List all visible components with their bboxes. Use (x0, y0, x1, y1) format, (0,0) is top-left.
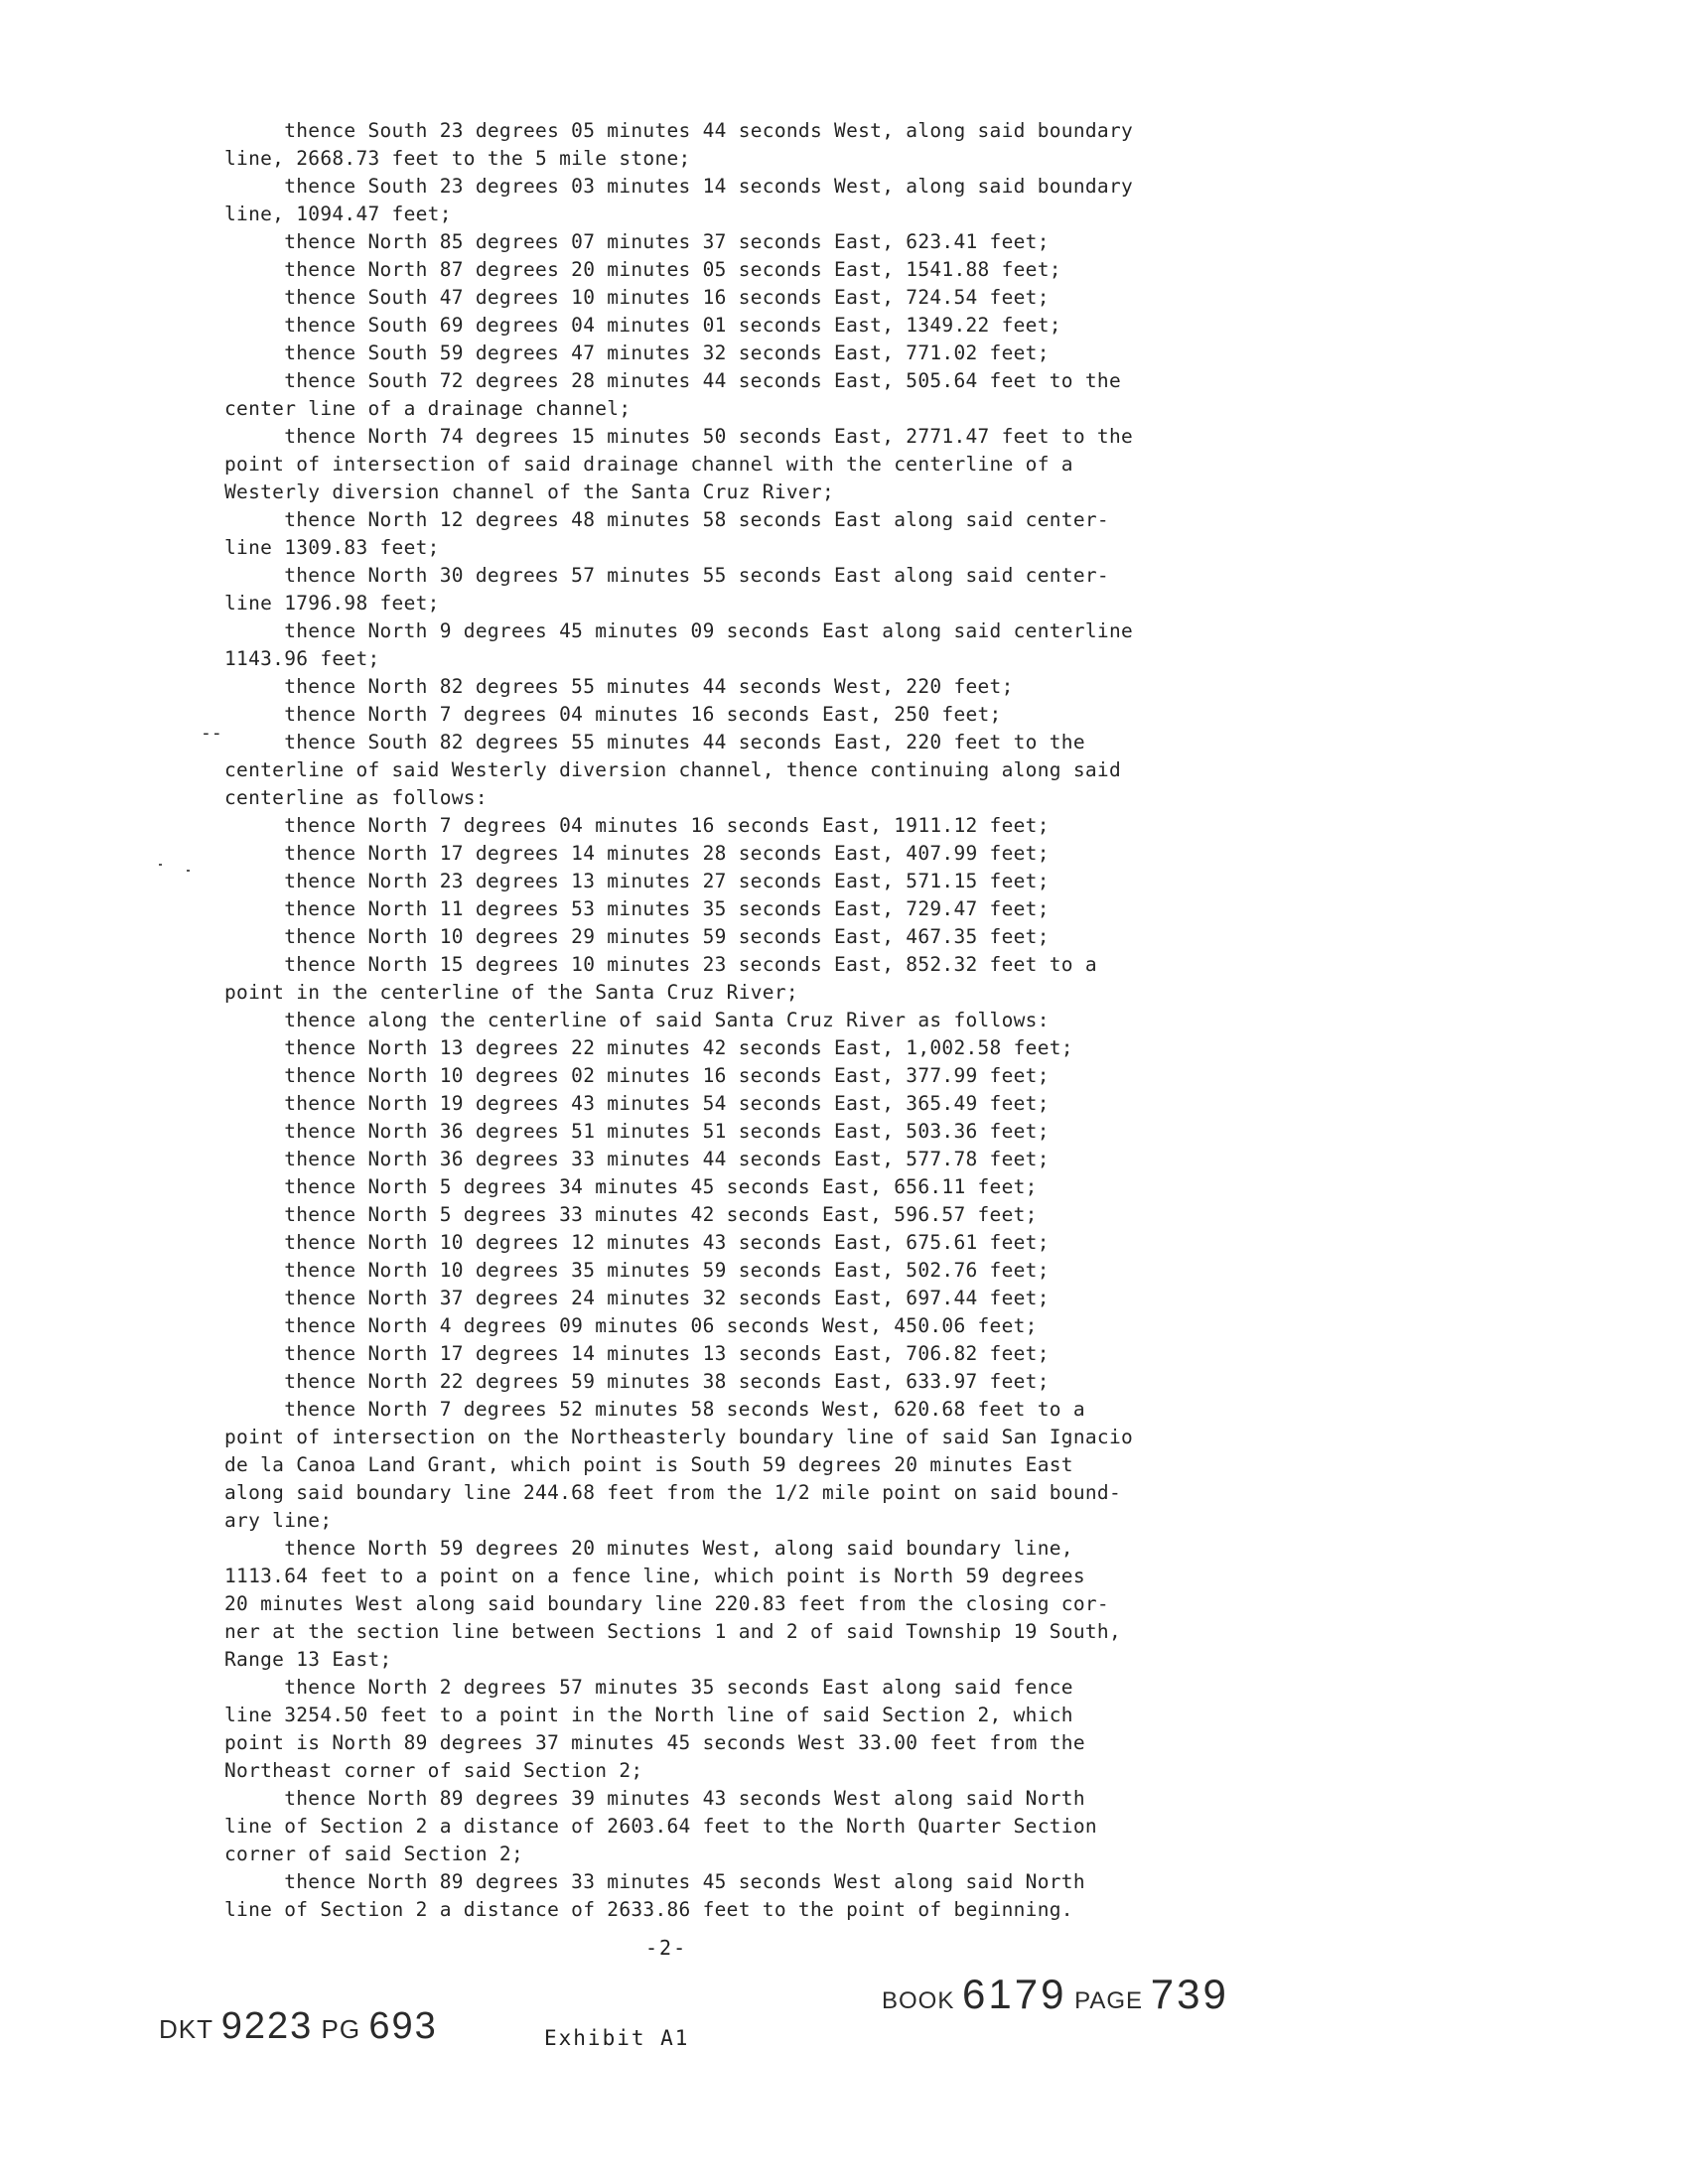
stamp-left-page: 693 (368, 2005, 438, 2047)
description-line: thence North 4 degrees 09 minutes 06 seconds West, 450.06 feet; (224, 1314, 1038, 1337)
description-line: thence North 89 degrees 33 minutes 45 seconds West along said North (224, 1870, 1085, 1893)
description-line: line of Section 2 a distance of 2603.64 feet to the North Quarter Section (224, 1815, 1097, 1838)
description-line: thence South 82 degrees 55 minutes 44 seconds East, 220 feet to the (224, 731, 1085, 753)
page-number: -2- (645, 1936, 688, 1960)
description-line: thence South 47 degrees 10 minutes 16 seconds East, 724.54 feet; (224, 286, 1050, 309)
description-line: ner at the section line between Sections 1 and 2 of said Township 19 South, (224, 1620, 1121, 1643)
description-line: thence North 7 degrees 52 minutes 58 seconds West, 620.68 feet to a (224, 1398, 1085, 1421)
description-line: 1143.96 feet; (224, 647, 380, 670)
legal-description-body (224, 117, 1317, 1924)
description-line: thence North 13 degrees 22 minutes 42 seconds East, 1,002.58 feet; (224, 1036, 1073, 1059)
description-line: thence North 15 degrees 10 minutes 23 seconds East, 852.32 feet to a (224, 953, 1097, 976)
recording-stamp-right (882, 1971, 1229, 2018)
description-line: point is North 89 degrees 37 minutes 45 seconds West 33.00 feet from the (224, 1731, 1085, 1754)
exhibit-label: Exhibit A1 (544, 2026, 690, 2050)
stamp-right-book: 6179 (962, 1971, 1067, 2017)
description-line: point of intersection of said drainage channel with the centerline of a (224, 453, 1073, 476)
description-line: thence North 10 degrees 12 minutes 43 seconds East, 675.61 feet; (224, 1231, 1050, 1254)
scan-speck (187, 870, 190, 872)
description-line: thence North 19 degrees 43 minutes 54 seconds East, 365.49 feet; (224, 1092, 1050, 1115)
description-line: 1113.64 feet to a point on a fence line, which point is North 59 degrees (224, 1565, 1085, 1587)
description-line: 20 minutes West along said boundary line 220.83 feet from the closing cor- (224, 1592, 1109, 1615)
description-line: thence North 36 degrees 33 minutes 44 seconds East, 577.78 feet; (224, 1148, 1050, 1170)
description-line: point in the centerline of the Santa Cruz River; (224, 981, 798, 1004)
description-line: thence North 10 degrees 29 minutes 59 seconds East, 467.35 feet; (224, 925, 1050, 948)
description-line: thence North 17 degrees 14 minutes 13 seconds East, 706.82 feet; (224, 1342, 1050, 1365)
description-line: thence North 12 degrees 48 minutes 58 seconds East along said center- (224, 508, 1109, 531)
stamp-right-page: 739 (1150, 1971, 1229, 2017)
stamp-left-docket: 9223 (220, 2005, 314, 2047)
description-line: point of intersection on the Northeasterly boundary line of said San Ignacio (224, 1426, 1134, 1448)
description-line: thence North 59 degrees 20 minutes West, along said boundary line, (224, 1537, 1073, 1560)
description-line: Westerly diversion channel of the Santa Cruz River; (224, 480, 835, 503)
stamp-right-sep: PAGE (1074, 1987, 1144, 2014)
description-line: thence North 7 degrees 04 minutes 16 seconds East, 250 feet; (224, 703, 1002, 726)
description-line: thence North 17 degrees 14 minutes 28 seconds East, 407.99 feet; (224, 842, 1050, 865)
description-line: thence North 87 degrees 20 minutes 05 seconds East, 1541.88 feet; (224, 258, 1061, 281)
description-line: centerline of said Westerly diversion channel, thence continuing along said (224, 758, 1121, 781)
description-line: thence North 36 degrees 51 minutes 51 seconds East, 503.36 feet; (224, 1120, 1050, 1143)
stamp-left-prefix: DKT (159, 2014, 213, 2044)
description-line: thence North 74 degrees 15 minutes 50 seconds East, 2771.47 feet to the (224, 425, 1134, 448)
recording-stamp-left (159, 2005, 438, 2048)
description-line: line 1796.98 feet; (224, 592, 440, 614)
description-line: thence South 59 degrees 47 minutes 32 seconds East, 771.02 feet; (224, 341, 1050, 364)
description-line: along said boundary line 244.68 feet from the 1/2 mile point on said bound- (224, 1481, 1121, 1504)
description-line: thence North 37 degrees 24 minutes 32 seconds East, 697.44 feet; (224, 1287, 1050, 1309)
description-line: centerline as follows: (224, 786, 488, 809)
description-line: corner of said Section 2; (224, 1843, 523, 1865)
description-line: thence South 23 degrees 05 minutes 44 seconds West, along said boundary (224, 119, 1134, 142)
description-line: thence North 5 degrees 33 minutes 42 seconds East, 596.57 feet; (224, 1203, 1038, 1226)
description-line: thence North 82 degrees 55 minutes 44 seconds West, 220 feet; (224, 675, 1014, 698)
description-line: thence North 89 degrees 39 minutes 43 seconds West along said North (224, 1787, 1085, 1810)
description-line: thence North 23 degrees 13 minutes 27 seconds East, 571.15 feet; (224, 870, 1050, 892)
description-line: thence North 10 degrees 35 minutes 59 seconds East, 502.76 feet; (224, 1259, 1050, 1282)
description-line: de la Canoa Land Grant, which point is South 59 degrees 20 minutes East (224, 1453, 1073, 1476)
description-line: ary line; (224, 1509, 333, 1532)
description-line: thence North 11 degrees 53 minutes 35 seconds East, 729.47 feet; (224, 897, 1050, 920)
description-line: line, 1094.47 feet; (224, 203, 452, 225)
stray-mark: -- (201, 723, 222, 744)
description-line: thence South 72 degrees 28 minutes 44 seconds East, 505.64 feet to the (224, 369, 1121, 392)
description-line: thence North 2 degrees 57 minutes 35 seconds East along said fence (224, 1676, 1073, 1699)
stamp-right-prefix: BOOK (882, 1987, 955, 2014)
description-line: thence South 23 degrees 03 minutes 14 seconds West, along said boundary (224, 175, 1134, 198)
description-line: line of Section 2 a distance of 2633.86 feet to the point of beginning. (224, 1898, 1073, 1921)
description-line: thence North 85 degrees 07 minutes 37 seconds East, 623.41 feet; (224, 230, 1050, 253)
description-line: line, 2668.73 feet to the 5 mile stone; (224, 147, 691, 170)
description-line: Range 13 East; (224, 1648, 392, 1671)
stamp-left-sep: PG (321, 2014, 361, 2044)
description-line: thence along the centerline of said Santa Cruz River as follows: (224, 1009, 1050, 1031)
description-line: thence North 30 degrees 57 minutes 55 seconds East along said center- (224, 564, 1109, 587)
description-line: line 1309.83 feet; (224, 536, 440, 559)
scan-speck (159, 864, 162, 866)
description-line: line 3254.50 feet to a point in the North line of said Section 2, which (224, 1704, 1073, 1726)
description-line: thence South 69 degrees 04 minutes 01 seconds East, 1349.22 feet; (224, 314, 1061, 337)
description-line: thence North 10 degrees 02 minutes 16 seconds East, 377.99 feet; (224, 1064, 1050, 1087)
description-line: center line of a drainage channel; (224, 397, 632, 420)
description-line: Northeast corner of said Section 2; (224, 1759, 643, 1782)
description-line: thence North 22 degrees 59 minutes 38 seconds East, 633.97 feet; (224, 1370, 1050, 1393)
description-line: thence North 9 degrees 45 minutes 09 seconds East along said centerline (224, 619, 1134, 642)
description-line: thence North 5 degrees 34 minutes 45 seconds East, 656.11 feet; (224, 1175, 1038, 1198)
description-line: thence North 7 degrees 04 minutes 16 seconds East, 1911.12 feet; (224, 814, 1050, 837)
